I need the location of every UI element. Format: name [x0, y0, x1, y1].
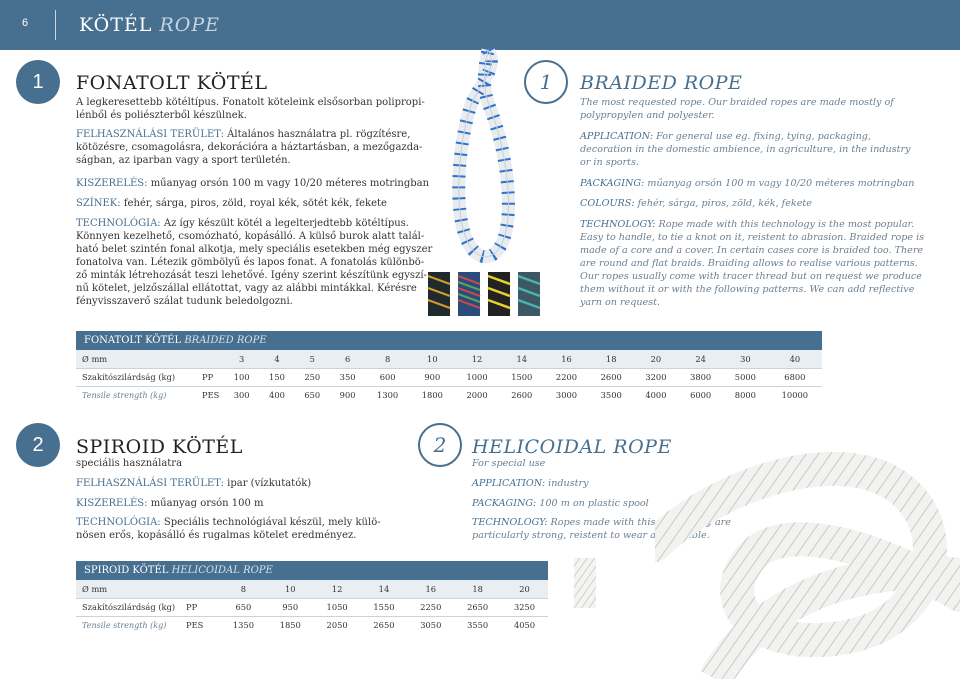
pp-strength-cell: 3250 [501, 598, 548, 616]
pes-strength-cell: 10000 [781, 390, 809, 401]
application-line: For general use eg. fixing, tying, packaging, [653, 131, 871, 142]
section1-packaging [76, 177, 436, 190]
strength-label: Szakítószilárdság (kg) [76, 598, 184, 616]
diameter-cell: 14 [361, 580, 408, 598]
braided-rope-image [440, 48, 520, 273]
pp-strength-cell: 150 [259, 368, 294, 386]
diameter-cell: 5 [295, 350, 330, 368]
colors-value: fehér, sárga, piros, zöld, royal kék, sötét kék, fekete [120, 198, 387, 209]
section1-en-application [580, 130, 950, 169]
title-hu: KÖTÉL [79, 14, 153, 36]
usage-key: FELHASZNÁLÁSI TERÜLET: [76, 129, 224, 140]
tech-line: Az így készült kötél a legelterjedtebb kötéltípus. [160, 218, 409, 229]
table-title [76, 561, 548, 580]
technology-line: made of a core and a cover. In certain cases core is braided too. There [580, 245, 924, 256]
section2-en-subtitle: For special use [472, 458, 546, 469]
table-title-hu: FONATOLT KÖTÉL [84, 335, 182, 346]
strength-label-en: Tensile strength (kg) [82, 620, 167, 630]
section2-title: SPIROID KÖTÉL [76, 436, 243, 458]
strength-label: Szakítószilárdság (kg) [76, 368, 200, 386]
table-title-en: BRAIDED ROPE [184, 335, 267, 346]
diameter-cell: 14 [499, 350, 544, 368]
pes-strength-cell: 4050 [513, 620, 536, 631]
diameter-cell: 40 [768, 350, 822, 368]
page-header [0, 0, 960, 50]
title-en: ROPE [159, 14, 221, 36]
section1-usage [76, 128, 436, 167]
section2-usage [76, 477, 436, 490]
diameter-cell: 12 [455, 350, 500, 368]
table-pp-row [76, 598, 548, 616]
page-number: 6 [22, 17, 29, 29]
technology-key: TECHNOLOGY: [472, 517, 548, 528]
application-line: or in sports. [580, 157, 639, 168]
pp-strength-cell: 1000 [455, 368, 500, 386]
technology-line: Ropes made with this technology are [547, 517, 731, 528]
usage-key: FELHASZNÁLÁSI TERÜLET: [76, 478, 224, 489]
usage-line: Általános használatra pl. rögzítésre, [223, 129, 411, 140]
section1-en-technology [580, 218, 950, 309]
pp-strength-cell: 1050 [314, 598, 361, 616]
pp-strength-cell: 1550 [361, 598, 408, 616]
table-pp-row [76, 368, 822, 386]
table-pes-row [76, 616, 548, 634]
technology-line: yarn on request. [580, 297, 661, 308]
pes-strength-cell: 400 [269, 390, 285, 401]
technology-line: are round and flat braids. Braiding allows to realise various patterns. [580, 258, 918, 269]
table-title-hu: SPIROID KÖTÉL [84, 565, 169, 576]
tech-line: Speciális technológiával készül, mely külö- [160, 517, 381, 528]
diameter-cell: 8 [220, 580, 267, 598]
section1-technology [76, 217, 436, 308]
pp-label: PP [184, 598, 220, 616]
usage-value: ipar (vízkutatók) [223, 478, 312, 489]
usage-line: ságban, az iparban vagy a sport területén. [76, 155, 291, 166]
pp-strength-cell: 650 [220, 598, 267, 616]
intro-line: The most requested rope. Our braided ropes are made mostly of [580, 97, 894, 108]
pes-strength-cell: 1800 [421, 390, 443, 401]
diameter-cell: 10 [410, 350, 455, 368]
packaging-key: KISZERELÉS: [76, 178, 148, 189]
diameter-cell: 3 [224, 350, 259, 368]
pp-strength-cell: 2200 [544, 368, 589, 386]
diameter-cell: 18 [454, 580, 501, 598]
helicoidal-rope-image [655, 425, 960, 679]
pes-strength-cell: 1300 [377, 390, 399, 401]
section1-en-intro [580, 96, 950, 122]
technology-line: Easy to handle, to tie a knot on it, reistent to abrasion. Braided rope is [580, 232, 925, 243]
pes-strength-cell: 3000 [555, 390, 578, 401]
technology-line: Our ropes usually come with tracer thread but on request we produce [580, 271, 922, 282]
pp-strength-cell: 2250 [407, 598, 454, 616]
rope-pattern-swatches [428, 272, 546, 316]
pp-label: PP [200, 368, 224, 386]
packaging-value: 100 m on plastic spool [536, 498, 649, 509]
pes-strength-cell: 8000 [734, 390, 756, 401]
pes-strength-cell: 3550 [467, 620, 489, 631]
diameter-cell: 6 [330, 350, 365, 368]
colours-key: COLOURS: [580, 198, 635, 209]
pp-strength-cell: 350 [330, 368, 365, 386]
pes-strength-cell: 1350 [232, 620, 254, 631]
pp-strength-cell: 100 [224, 368, 259, 386]
section2-subtitle: speciális használatra [76, 458, 183, 469]
pes-strength-cell: 650 [304, 390, 321, 401]
pes-label: PES [202, 390, 220, 401]
section2-packaging [76, 497, 436, 510]
braided-rope-table [76, 331, 822, 404]
table-title-en: HELICOIDAL ROPE [171, 565, 273, 576]
section2-technology [76, 516, 436, 542]
application-value: industry [545, 478, 589, 489]
diameter-label: Ø mm [76, 350, 224, 368]
pp-strength-cell: 6800 [768, 368, 822, 386]
diameter-cell: 30 [723, 350, 768, 368]
section1-en-colours [580, 197, 950, 210]
diameter-cell: 24 [678, 350, 723, 368]
header-divider [55, 10, 56, 40]
helicoidal-rope-table [76, 561, 548, 634]
helicoidal-rope-sample [572, 558, 598, 608]
pes-strength-cell: 2050 [326, 620, 348, 631]
pes-strength-cell: 2000 [466, 390, 488, 401]
diameter-cell: 20 [634, 350, 679, 368]
table-title [76, 331, 822, 350]
tech-line: fonatolva van. Létezik gömbölyű és lapos fonat. A fonatolás különbö- [76, 257, 425, 268]
diameter-cell: 20 [501, 580, 548, 598]
diameter-cell: 8 [365, 350, 410, 368]
packaging-value: műanyag orsón 100 m vagy 10/20 méteres motringban [147, 178, 430, 189]
technology-line: particularly strong, reistent to wear and flexible. [472, 530, 710, 541]
section1-number-badge: 1 [16, 60, 60, 104]
pes-strength-cell: 2600 [511, 390, 533, 401]
tech-key: TECHNOLÓGIA: [76, 218, 161, 229]
pes-strength-cell: 1850 [279, 620, 301, 631]
tech-line: ző minták létrehozását teszi lehetővé. Igény szerint készítünk egyszí- [76, 270, 427, 281]
pes-strength-cell: 900 [339, 390, 356, 401]
diameter-cell: 12 [314, 580, 361, 598]
table-header-row [76, 561, 548, 580]
tech-line: Könnyen kezelhető, csomózható, kopásálló. A külső burok alatt talál- [76, 231, 425, 242]
pes-label: PES [186, 620, 204, 631]
pes-strength-cell: 300 [233, 390, 250, 401]
colours-value: fehér, sárga, piros, zöld, kék, fekete [634, 198, 812, 209]
strength-label-en: Tensile strength (kg) [82, 390, 167, 400]
table-pes-row [76, 386, 822, 404]
packaging-value: műanyag orsón 100 m vagy 10/20 méteres motringban [644, 178, 915, 189]
packaging-value: műanyag orsón 100 m [147, 498, 264, 509]
section1-en-packaging [580, 177, 950, 190]
pp-strength-cell: 1500 [499, 368, 544, 386]
section1-title: FONATOLT KÖTÉL [76, 72, 268, 94]
pp-strength-cell: 600 [365, 368, 410, 386]
diameter-cell: 16 [544, 350, 589, 368]
technology-line: Rope made with this technology is the most popular. [655, 219, 915, 230]
table-header-row [76, 331, 822, 350]
application-line: decoration in the domestic ambience, in agriculture, in the industry [580, 144, 911, 155]
section2-en-title: HELICOIDAL ROPE [472, 436, 672, 458]
application-key: APPLICATION: [472, 478, 546, 489]
page-title [79, 14, 220, 36]
pp-strength-cell: 3800 [678, 368, 723, 386]
tech-line: nösen erős, kopásálló és rugalmas kötelet eredményez. [76, 530, 357, 541]
intro-line: A legkeresettebb kötéltípus. Fonatolt köteleink elsősorban polipropi- [76, 97, 425, 108]
pes-strength-cell: 3500 [600, 390, 622, 401]
pp-strength-cell: 3200 [634, 368, 679, 386]
pes-strength-cell: 3050 [420, 620, 442, 631]
tech-key: TECHNOLÓGIA: [76, 517, 161, 528]
table-diameter-row [76, 350, 822, 368]
tech-line: fényvisszaverő szálat tudunk beledolgozni. [76, 296, 293, 307]
pp-strength-cell: 2600 [589, 368, 634, 386]
pp-strength-cell: 900 [410, 368, 455, 386]
section1-intro [76, 96, 436, 122]
application-key: APPLICATION: [580, 131, 654, 142]
technology-key: TECHNOLOGY: [580, 219, 656, 230]
pp-strength-cell: 5000 [723, 368, 768, 386]
diameter-cell: 4 [259, 350, 294, 368]
technology-line: them without it or with the following patterns. We can add reflective [580, 284, 915, 295]
diameter-label: Ø mm [76, 580, 220, 598]
packaging-key: PACKAGING: [580, 178, 645, 189]
packaging-key: KISZERELÉS: [76, 498, 148, 509]
intro-line: lénből és poliészterből készülnek. [76, 110, 247, 121]
section2-en-number-badge: 2 [418, 423, 462, 467]
intro-line: polypropylen and polyester. [580, 110, 715, 121]
pes-strength-cell: 6000 [690, 390, 712, 401]
diameter-cell: 10 [267, 580, 314, 598]
diameter-cell: 18 [589, 350, 634, 368]
usage-line: kötözésre, csomagolásra, dekorációra a háztartásban, a mezőgazda- [76, 142, 423, 153]
pp-strength-cell: 250 [295, 368, 330, 386]
diameter-cell: 16 [407, 580, 454, 598]
colors-key: SZÍNEK: [76, 198, 121, 209]
pp-strength-cell: 950 [267, 598, 314, 616]
tech-line: ható belet szintén fonal alkotja, mely speciális esetekben még egyszer [76, 244, 433, 255]
section2-number-badge: 2 [16, 423, 60, 467]
section1-colors [76, 197, 436, 210]
section1-en-title: BRAIDED ROPE [580, 72, 743, 94]
packaging-key: PACKAGING: [472, 498, 537, 509]
tech-line: nű kötelet, jelzőszállal ellátottat, vagy az alábbi mintákkal. Kérésre [76, 283, 417, 294]
table-diameter-row [76, 580, 548, 598]
section1-en-number-badge: 1 [524, 60, 568, 104]
pp-strength-cell: 2650 [454, 598, 501, 616]
pes-strength-cell: 4000 [645, 390, 667, 401]
pes-strength-cell: 2650 [373, 620, 395, 631]
